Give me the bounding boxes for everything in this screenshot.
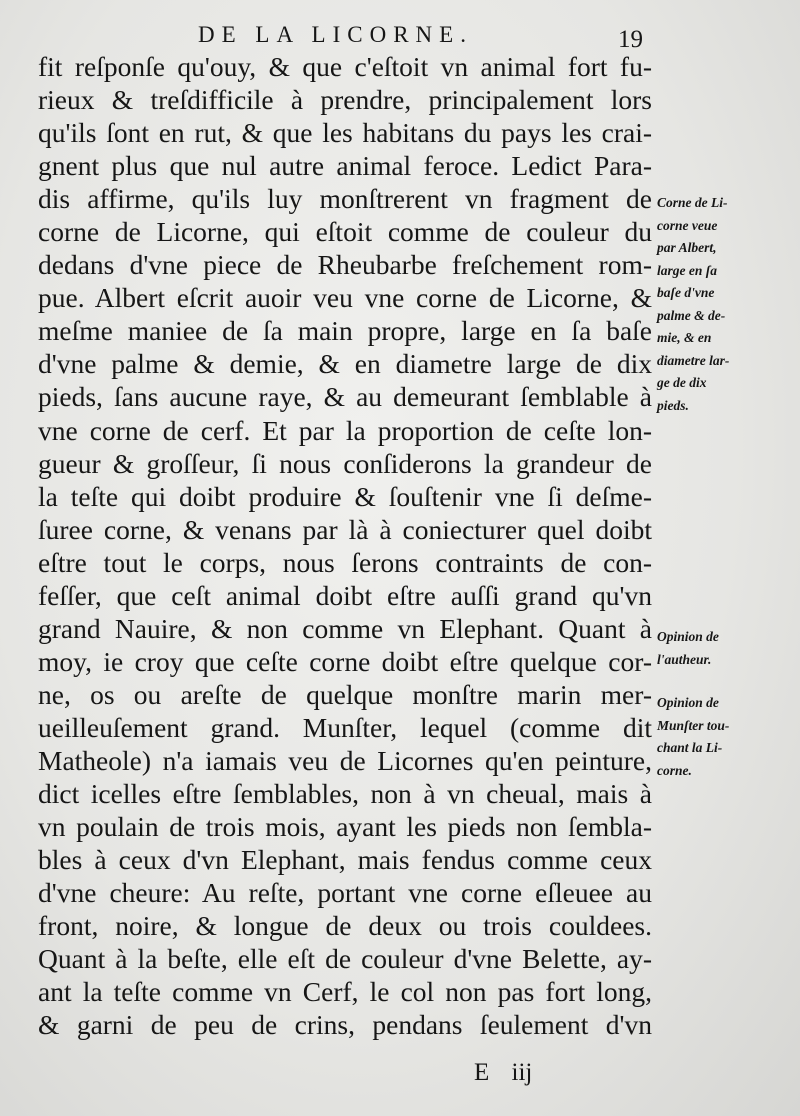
running-title: DE LA LICORNE.: [198, 22, 473, 47]
text-line: ſuree corne, & venans par là à coniecturer quel doibt: [38, 513, 652, 545]
text-line: d'vne cheure: Au reſte, portant vne corne eſleuee au: [38, 877, 652, 909]
margin-note-line: Opinion de: [657, 695, 719, 710]
margin-note-line: ge de dix: [657, 375, 707, 390]
margin-note-line: mie, & en: [657, 330, 712, 345]
text-line: vne corne de cerf. Et par la proportion de ceſte lon-: [38, 414, 652, 446]
text-line: pieds, ſans aucune raye, & au demeurant ſemblable à: [38, 381, 652, 413]
margin-note-line: baſe d'vne: [657, 285, 715, 300]
text-line: vn poulain de trois mois, ayant les pieds non ſembla-: [38, 811, 652, 843]
margin-note-line: chant la Li-: [657, 740, 723, 755]
text-line: & garni de peu de crins, pendans ſeulement d'vn: [38, 1009, 652, 1041]
show-through-text: [690, 98, 790, 114]
text-line: eſtre tout le corps, nous ſerons contraints de con-: [38, 546, 652, 578]
text-line: grand Nauire, & non comme vn Elephant. Quant à: [38, 612, 652, 644]
text-line: d'vne palme & demie, & en diametre large de dix: [38, 348, 652, 380]
text-line: Matheole) n'a iamais veu de Licornes qu'en peinture,: [38, 744, 652, 776]
signature-mark: E iij: [474, 1059, 533, 1086]
text-line: gueur & groſſeur, ſi nous conſiderons la grandeur de: [38, 447, 652, 479]
main-text-block: [38, 50, 652, 1041]
text-line: ant la teſte comme vn Cerf, le col non pas fort long,: [38, 976, 652, 1008]
text-line: Quant à la beſte, elle eſt de couleur d'vne Belette, ay-: [38, 943, 652, 975]
text-line: qu'ils ſont en rut, & que les habitans du pays les crai-: [38, 117, 652, 149]
text-line: ne, os ou areſte de quelque monſtre marin mer-: [38, 678, 652, 710]
margin-note-line: large en ſa: [657, 262, 717, 278]
text-line: meſme maniee de ſa main propre, large en ſa baſe: [38, 315, 652, 347]
page-number: 19: [618, 26, 643, 53]
margin-note-line: corne.: [657, 762, 692, 778]
margin-note-line: diametre lar-: [657, 352, 730, 368]
text-line: dis affirme, qu'ils luy monſtrerent vn fragment de: [38, 183, 652, 215]
text-line: fit reſponſe qu'ouy, & que c'eſtoit vn animal fort fu-: [38, 51, 652, 82]
text-line: rieux & treſdifficile à prendre, principalement lors: [38, 84, 652, 116]
margin-note-line: Munſter tou-: [657, 717, 730, 733]
text-line: bles à ceux d'vn Elephant, mais fendus comme ceux: [38, 844, 652, 876]
margin-note-line: pieds.: [657, 397, 689, 413]
text-line: gnent plus que nul autre animal feroce. Ledict Para-: [38, 150, 652, 182]
margin-note-line: Corne de Li-: [657, 195, 728, 210]
margin-note-albert-horn: [657, 192, 797, 417]
margin-note-line: l'autheur.: [657, 651, 712, 667]
margin-note-line: palme & de-: [657, 307, 726, 323]
text-line: dict icelles eſtre ſemblables, non à vn cheual, mais à: [38, 778, 652, 810]
text-line: moy, ie croy que ceſte corne doibt eſtre quelque cor-: [38, 645, 652, 677]
margin-note-line: corne veue: [657, 217, 718, 233]
text-line: feſſer, que ceſt animal doibt eſtre auſſi grand qu'vn: [38, 579, 652, 611]
margin-note-munster-opinion: [657, 692, 797, 782]
margin-note-author-opinion: [657, 626, 797, 671]
text-line: front, noire, & longue de deux ou trois couldees.: [38, 910, 652, 942]
text-line: ueilleuſement grand. Munſter, lequel (comme dit: [38, 711, 652, 743]
text-line: dedans d'vne piece de Rheubarbe freſchement rom-: [38, 249, 652, 281]
margin-note-line: Opinion de: [657, 629, 719, 644]
margin-note-line: par Albert,: [657, 240, 717, 255]
text-line: corne de Licorne, qui eſtoit comme de couleur du: [38, 216, 652, 248]
text-line: pue. Albert eſcrit auoir veu vne corne de Licorne, &: [38, 282, 652, 314]
text-line: la teſte qui doibt produire & ſouſtenir vne ſi deſme-: [38, 480, 652, 512]
